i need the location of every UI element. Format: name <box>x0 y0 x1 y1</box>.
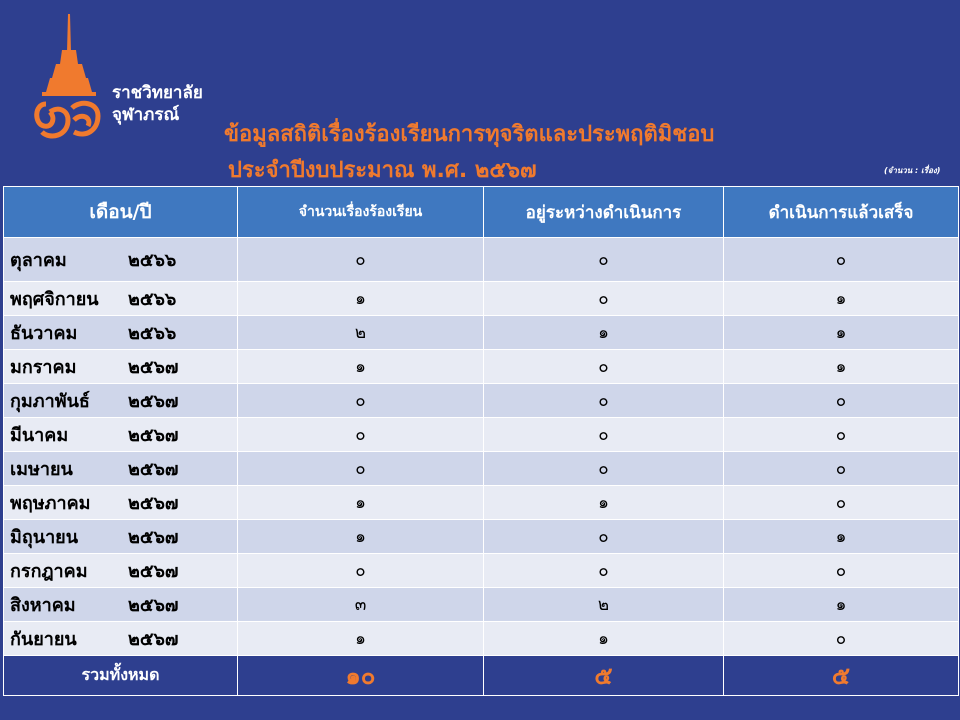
institution-logo <box>28 12 218 152</box>
month-cell <box>4 384 238 418</box>
completed-cell: ๑ <box>724 350 959 384</box>
completed-cell: ๐ <box>724 622 959 656</box>
month-year: ๒๕๖๗ <box>128 493 179 514</box>
in-progress-cell: ๑ <box>484 316 724 350</box>
complaints-cell: ๑ <box>238 350 484 384</box>
completed-cell: ๑ <box>724 316 959 350</box>
month-year: ๒๕๖๗ <box>128 357 179 378</box>
month-cell <box>4 520 238 554</box>
in-progress-cell: ๐ <box>484 452 724 486</box>
month-cell <box>4 282 238 316</box>
table-row <box>4 622 959 656</box>
column-header-month: เดือน/ปี <box>4 187 238 238</box>
table-row <box>4 486 959 520</box>
table-row <box>4 384 959 418</box>
complaints-cell: ๐ <box>238 418 484 452</box>
month-name: มีนาคม <box>10 425 69 446</box>
month-year: ๒๕๖๖ <box>128 289 177 310</box>
month-year: ๒๕๖๗ <box>128 459 179 480</box>
institution-name-line2: จุฬาภรณ์ <box>112 105 180 125</box>
month-name: มกราคม <box>10 357 77 378</box>
complaint-statistics-table <box>3 186 959 696</box>
in-progress-cell: ๐ <box>484 554 724 588</box>
in-progress-cell: ๐ <box>484 520 724 554</box>
complaints-cell: ๓ <box>238 588 484 622</box>
month-cell <box>4 418 238 452</box>
complaints-cell: ๒ <box>238 316 484 350</box>
complaints-cell: ๑ <box>238 486 484 520</box>
completed-cell: ๐ <box>724 452 959 486</box>
table-row <box>4 316 959 350</box>
completed-cell: ๐ <box>724 384 959 418</box>
complaints-cell: ๐ <box>238 554 484 588</box>
completed-cell: ๐ <box>724 554 959 588</box>
table-row <box>4 350 959 384</box>
page-title: ข้อมูลสถิติเรื่องร้องเรียนการทุจริตและประพฤติมิชอบ <box>224 122 715 147</box>
column-header-completed: ดำเนินการแล้วเสร็จ <box>724 187 959 238</box>
total-complaints: ๑๐ <box>238 656 484 696</box>
month-year: ๒๕๖๗ <box>128 561 179 582</box>
completed-cell: ๑ <box>724 282 959 316</box>
month-name: ธันวาคม <box>10 323 78 344</box>
table-row <box>4 452 959 486</box>
in-progress-cell: ๐ <box>484 282 724 316</box>
crown-emblem-icon <box>28 12 112 152</box>
month-name: มิถุนายน <box>10 527 79 548</box>
month-year: ๒๕๖๗ <box>128 391 179 412</box>
completed-cell: ๐ <box>724 238 959 282</box>
complaints-cell: ๐ <box>238 452 484 486</box>
completed-cell: ๑ <box>724 588 959 622</box>
month-name: กันยายน <box>10 629 77 650</box>
in-progress-cell: ๒ <box>484 588 724 622</box>
in-progress-cell: ๐ <box>484 350 724 384</box>
month-cell <box>4 350 238 384</box>
total-in-progress: ๕ <box>484 656 724 696</box>
complaints-cell: ๐ <box>238 238 484 282</box>
month-cell <box>4 486 238 520</box>
month-cell <box>4 316 238 350</box>
month-cell <box>4 554 238 588</box>
month-name: กุมภาพันธ์ <box>10 391 90 412</box>
month-cell <box>4 588 238 622</box>
month-year: ๒๕๖๗ <box>128 595 179 616</box>
complaints-cell: ๐ <box>238 384 484 418</box>
month-year: ๒๕๖๗ <box>128 629 179 650</box>
month-name: กรกฎาคม <box>10 561 88 582</box>
complaints-cell: ๑ <box>238 282 484 316</box>
table-header-row <box>4 187 959 238</box>
institution-name <box>112 82 203 126</box>
table-row <box>4 282 959 316</box>
table-row <box>4 588 959 622</box>
month-name: เมษายน <box>10 459 73 480</box>
month-name: พฤษภาคม <box>10 493 91 514</box>
month-year: ๒๕๖๖ <box>128 323 177 344</box>
completed-cell: ๐ <box>724 418 959 452</box>
in-progress-cell: ๐ <box>484 238 724 282</box>
institution-name-line1: ราชวิทยาลัย <box>112 83 203 103</box>
table-row <box>4 418 959 452</box>
month-cell <box>4 238 238 282</box>
month-year: ๒๕๖๗ <box>128 527 179 548</box>
month-cell <box>4 452 238 486</box>
month-name: สิงหาคม <box>10 595 76 616</box>
total-row <box>4 656 959 696</box>
column-header-complaints: จำนวนเรื่องร้องเรียน <box>238 187 484 238</box>
in-progress-cell: ๑ <box>484 622 724 656</box>
unit-note: (จำนวน : เรื่อง) <box>884 166 941 175</box>
month-name: ตุลาคม <box>10 250 67 271</box>
in-progress-cell: ๐ <box>484 384 724 418</box>
month-year: ๒๕๖๖ <box>128 250 177 271</box>
month-cell <box>4 622 238 656</box>
total-completed: ๕ <box>724 656 959 696</box>
month-year: ๒๕๖๗ <box>128 425 179 446</box>
table-row <box>4 554 959 588</box>
month-name: พฤศจิกายน <box>10 289 99 310</box>
table-row <box>4 238 959 282</box>
completed-cell: ๐ <box>724 486 959 520</box>
table-row <box>4 520 959 554</box>
completed-cell: ๑ <box>724 520 959 554</box>
in-progress-cell: ๑ <box>484 486 724 520</box>
page-subtitle: ประจำปีงบประมาณ พ.ศ. ๒๕๖๗ <box>228 158 537 183</box>
column-header-in-progress: อยู่ระหว่างดำเนินการ <box>484 187 724 238</box>
complaints-cell: ๑ <box>238 520 484 554</box>
in-progress-cell: ๐ <box>484 418 724 452</box>
total-label: รวมทั้งหมด <box>4 656 238 696</box>
complaints-cell: ๑ <box>238 622 484 656</box>
